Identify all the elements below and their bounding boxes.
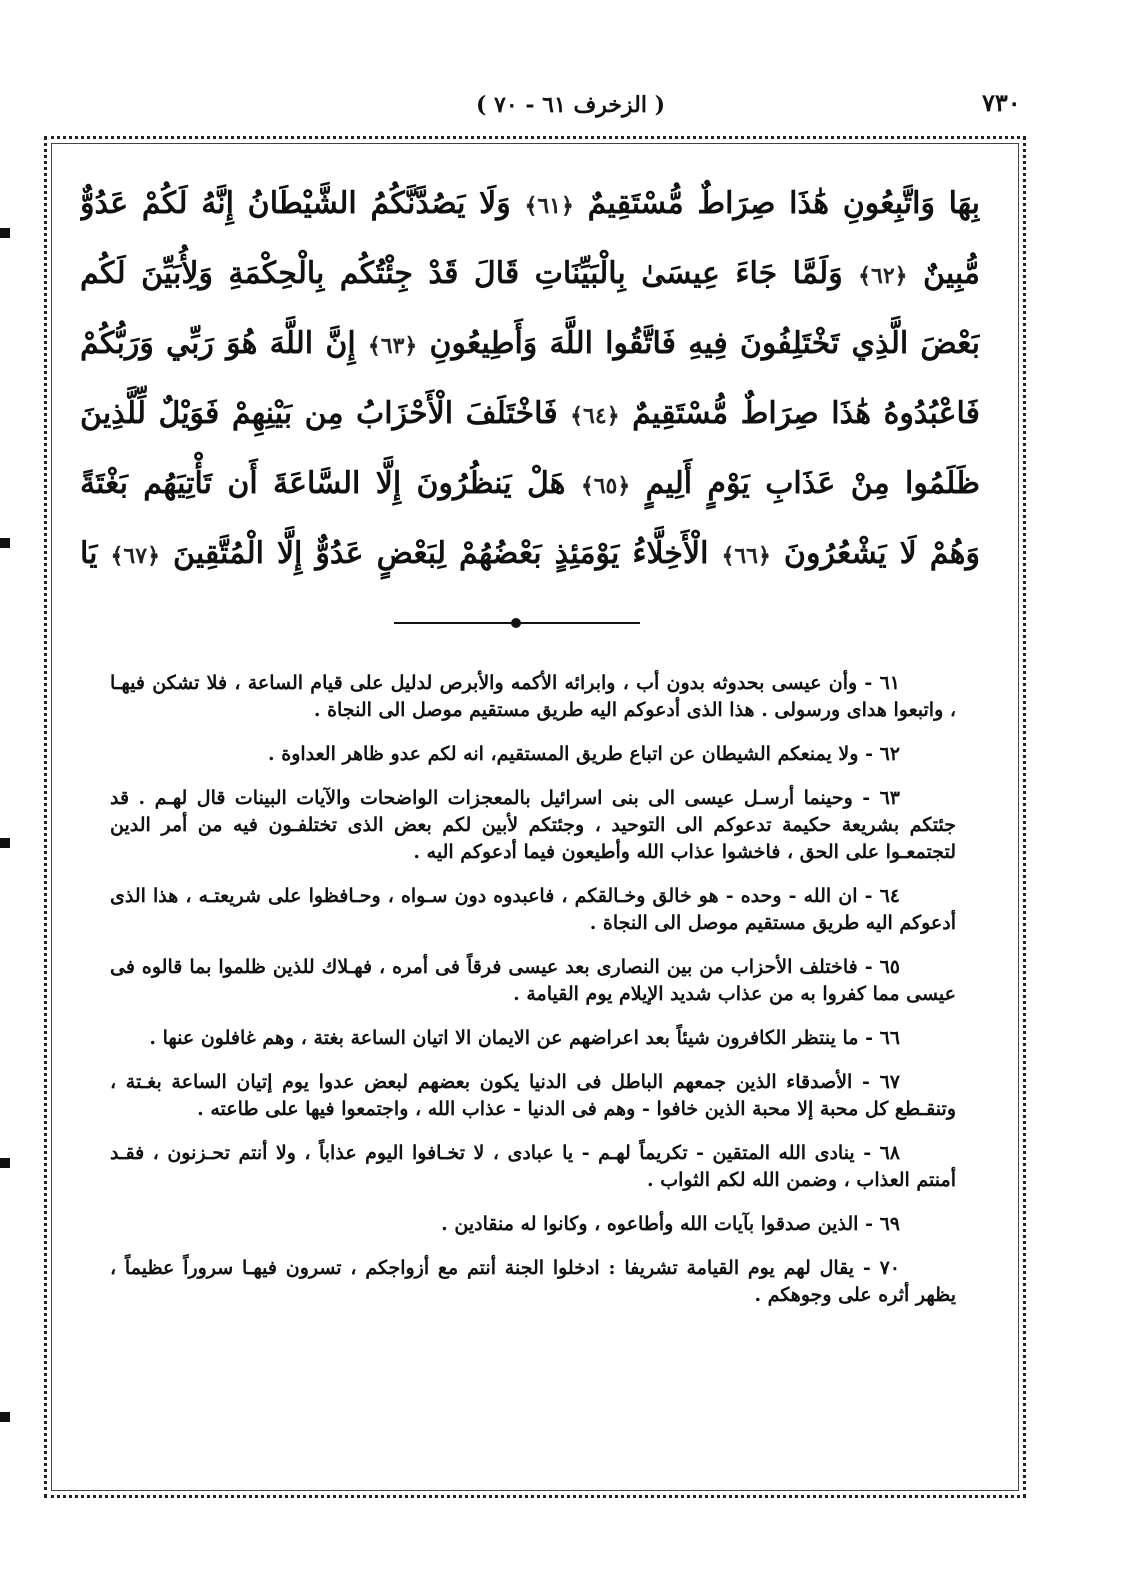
margin-marker (0, 1412, 10, 1422)
verse: هَلْ يَنظُرُونَ إِلَّا السَّاعَةَ أَن تَأْتِيَهُم بَغْتَةً وَهُمْ لَا يَشْعُرُونَ ﴿٦٦﴾ (80, 466, 980, 571)
margin-marker (0, 228, 10, 238)
commentary-note: ٧٠ - يقال لهم يوم القيامة تشريفا : ادخلوا الجنة أنتم مع أزواجكم ، تسرون فيهـا سروراً عظيماً ، يظهر أثره على وجوهكم . (110, 1257, 956, 1306)
margin-marker (0, 1158, 10, 1168)
commentary-note: ٦٨ - ينادى الله المتقين - تكريماً لهـم - يا عبادى ، لا تخـافوا اليوم عذاباً ، ولا أنتم تحـزنون ، فقـد أمنتم العذاب ، وضمن الله لكم الثواب . (110, 1142, 956, 1191)
commentary-note: ٦٣ - وحينما أرسـل عيسى الى بنى اسرائيل بالمعجزات الواضحات والآيات البينات قال لهـم . قد جئتكم بشريعة حكيمة تدعوكم الى التوحيد ، وجئتكم لأبين لكم بعض الذى تختلفـون فيه من أمر الدين لتجتمعـوا على الحق ، فاخشوا عذاب الله وأطيعون فيما أدعوكم اليه . (110, 787, 956, 863)
commentary-note: ٦٧ - الأصدقاء الذين جمعهم الباطل فى الدنيا يكون بعضهم لبعض عدوا يوم إتيان الساعة بغـتة ، وتنقـطع كل محبة إلا محبة الذين خافوا - وهم فى الدنيا - عذاب الله ، واجتمعوا فيها على طاعته . (110, 1071, 956, 1120)
verse: وَلَمَّا جَاءَ عِيسَىٰ بِالْبَيِّنَاتِ قَالَ قَدْ جِئْتُكُم بِالْحِكْمَةِ وَلِأُبَيِّنَ لَكُم بَعْضَ الَّذِي تَخْتَلِفُونَ فِيهِ فَاتَّقُوا اللَّهَ وَأَطِيعُونِ ﴿٦٣﴾ (80, 256, 980, 361)
verse: الْأَخِلَّاءُ يَوْمَئِذٍ بَعْضُهُمْ لِبَعْضٍ عَدُوٌّ إِلَّا الْمُتَّقِينَ ﴿٦٧﴾ (110, 536, 709, 571)
verse: وَلَا يَصُدَّنَّكُمُ الشَّيْطَانُ إِنَّهُ لَكُمْ عَدُوٌّ مُّبِينٌ ﴿٦٢﴾ (80, 186, 980, 291)
commentary-note: ٦٦ - ما ينتظر الكافرون شيئاً بعد اعراضهم عن الايمان الا اتيان الساعة بغتة ، وهم غافلون عنها . (149, 1027, 900, 1049)
verse: بِهَا وَاتَّبِعُونِ هَٰذَا صِرَاطٌ مُّسْتَقِيمٌ ﴿٦١﴾ (524, 186, 980, 221)
commentary-note: ٦٢ - ولا يمنعكم الشيطان عن اتباع طريق المستقيم، انه لكم عدو ظاهر العداوة . (268, 743, 900, 765)
quran-verses (80, 170, 980, 590)
margin-marker (0, 838, 10, 848)
verse: يَا (80, 536, 98, 571)
page-title: ( الزخرف ٦١ - ٧٠ ) (475, 92, 666, 118)
divider-dot (511, 618, 521, 628)
page-number: ٧٣٠ (982, 88, 1021, 117)
commentary-note: ٦٩ - الذين صدقوا بآيات الله وأطاعوه ، وكانوا له منقادين . (441, 1213, 900, 1235)
verse: فَاخْتَلَفَ الْأَحْزَابُ مِن بَيْنِهِمْ فَوَيْلٌ لِّلَّذِينَ ظَلَمُوا مِنْ عَذَابِ يَوْمٍ أَلِيمٍ ﴿٦٥﴾ (80, 396, 980, 501)
commentary-note: ٦٤ - ان الله - وحده - هو خالق وخـالقكم ، فاعبدوه دون سـواه ، وحـافظوا على شريعتـه ، هذا الذى أدعوكم اليه طريق مستقيم موصل الى النجاة . (110, 885, 956, 934)
commentary-note: ٦١ - وأن عيسى بحدوثه بدون أب ، وابرائه الأكمه والأبرص لدليل على قيام الساعة ، فلا تشكن فيهـا ، واتبعوا هداى ورسولى . هذا الذى أدعوكم اليه طريق مستقيم موصل الى النجاة . (110, 672, 956, 721)
commentary-note: ٦٥ - فاختلف الأحزاب من بين النصارى بعد عيسى فرقاً فى أمره ، فهـلاك للذين ظلموا بما قالوه فى عيسى مما كفروا به من عذاب شديد الإيلام يوم القيامة . (110, 956, 956, 1005)
verse: إِنَّ اللَّهَ هُوَ رَبِّي وَرَبُّكُمْ فَاعْبُدُوهُ هَٰذَا صِرَاطٌ مُّسْتَقِيمٌ ﴿٦٤﴾ (80, 326, 980, 431)
margin-marker (0, 538, 10, 548)
commentary (110, 670, 956, 1480)
